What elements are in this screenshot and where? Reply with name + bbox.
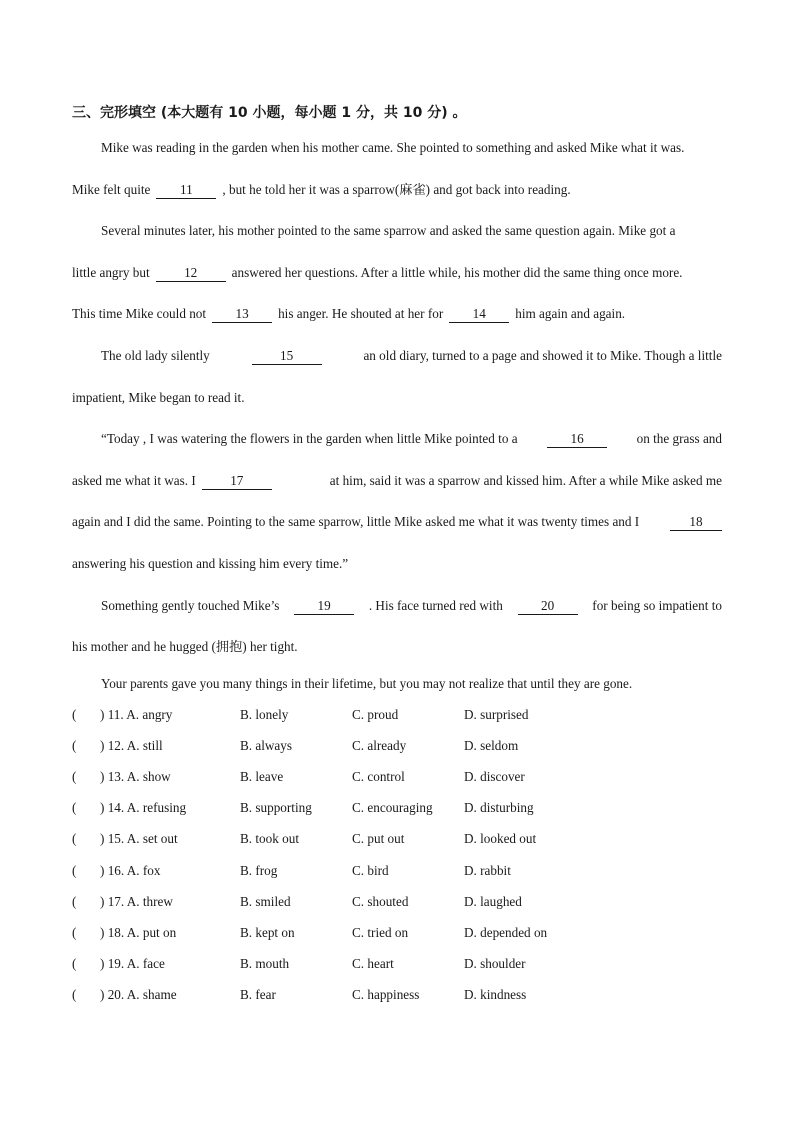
blank-14[interactable]: 14: [449, 306, 509, 323]
passage-text: Mike felt quite: [72, 182, 151, 197]
passage-line: [72, 512, 722, 532]
passage-line: [101, 138, 722, 158]
option-b[interactable]: B. lonely: [240, 707, 289, 722]
option-c[interactable]: C. heart: [352, 955, 394, 971]
passage-line: [72, 263, 722, 283]
option-b[interactable]: B. kept on: [240, 924, 295, 940]
answer-paren[interactable]: (: [72, 955, 77, 971]
option-c[interactable]: C. bird: [352, 862, 389, 878]
passage-line: [72, 304, 722, 324]
option-d[interactable]: D. looked out: [464, 831, 537, 847]
question-row: [72, 923, 632, 943]
passage-text: . His face turned red with: [368, 598, 503, 613]
option-d[interactable]: D. laughed: [464, 893, 522, 909]
passage-text: for being so impatient to: [592, 598, 722, 613]
option-a[interactable]: ) 17. A. threw: [100, 893, 173, 909]
option-d[interactable]: D. shoulder: [464, 955, 526, 971]
option-a[interactable]: ) 11. A. angry: [100, 707, 173, 722]
option-c[interactable]: C. proud: [352, 707, 399, 722]
blank-12[interactable]: 12: [156, 265, 226, 282]
passage-text: “Today , I was watering the flowers in the garden when little Mike pointed to a: [101, 431, 518, 446]
passage-line: [101, 221, 722, 241]
passage-text: answered her questions. After a little while, his mother did the same thing once more.: [231, 265, 683, 280]
blank-11[interactable]: 11: [156, 182, 216, 199]
option-c[interactable]: C. already: [352, 738, 407, 754]
option-d[interactable]: D. disturbing: [464, 800, 534, 816]
option-b[interactable]: B. smiled: [240, 893, 291, 909]
answer-paren[interactable]: (: [72, 769, 77, 785]
passage-text: him again and again.: [515, 306, 626, 321]
option-d[interactable]: D. discover: [464, 769, 525, 785]
question-row: [72, 954, 632, 974]
passage-text: his anger. He shouted at her for: [278, 306, 444, 321]
passage-text: Something gently touched Mike’s: [101, 598, 280, 613]
option-a[interactable]: ) 15. A. set out: [100, 831, 178, 847]
option-c[interactable]: C. encouraging: [352, 800, 433, 816]
option-b[interactable]: B. mouth: [240, 955, 290, 971]
passage-line: [101, 429, 722, 449]
passage-text: asked me what it was. I: [72, 473, 196, 488]
passage-line: [72, 554, 722, 574]
passage-line: [72, 471, 722, 491]
passage-line: [101, 596, 722, 616]
answer-paren[interactable]: (: [72, 924, 77, 940]
blank-19[interactable]: 19: [294, 598, 354, 615]
passage-line: [101, 346, 722, 366]
answer-paren[interactable]: (: [72, 862, 77, 878]
passage-text: at him, said it was a sparrow and kissed him. After a while Mike asked me: [329, 473, 722, 488]
passage-line: [72, 388, 722, 408]
passage-text: The old lady silently: [101, 348, 210, 363]
blank-17[interactable]: 17: [202, 473, 272, 490]
option-a[interactable]: ) 12. A. still: [100, 738, 163, 754]
passage-line: [72, 180, 722, 200]
question-row: [72, 798, 632, 818]
blank-18[interactable]: 18: [670, 514, 722, 531]
blank-20[interactable]: 20: [518, 598, 578, 615]
question-row: [72, 892, 632, 912]
answer-paren[interactable]: (: [72, 738, 77, 754]
option-a[interactable]: ) 16. A. fox: [100, 862, 161, 878]
option-d[interactable]: D. kindness: [464, 986, 527, 1002]
option-b[interactable]: B. took out: [240, 831, 299, 847]
answer-paren[interactable]: (: [72, 707, 77, 722]
question-row: [72, 985, 632, 1005]
passage-text: again and I did the same. Pointing to the same sparrow, little Mike asked me what it was twenty times and I: [72, 514, 640, 529]
blank-16[interactable]: 16: [547, 431, 607, 448]
passage-text: answering his question and kissing him every time.”: [72, 556, 349, 571]
passage-line: [101, 674, 722, 694]
option-c[interactable]: C. shouted: [352, 893, 409, 909]
passage-text: Your parents gave you many things in their lifetime, but you may not realize that until they are gone.: [101, 676, 633, 691]
option-a[interactable]: ) 20. A. shame: [100, 986, 177, 1002]
option-d[interactable]: D. surprised: [464, 707, 529, 722]
option-a[interactable]: ) 14. A. refusing: [100, 800, 187, 816]
blank-15[interactable]: 15: [252, 348, 322, 365]
question-row: [72, 705, 632, 725]
passage-text: Several minutes later, his mother pointed to the same sparrow and asked the same question again. Mike got a: [101, 223, 676, 238]
option-c[interactable]: C. control: [352, 769, 405, 785]
answer-paren[interactable]: (: [72, 986, 77, 1002]
option-a[interactable]: ) 18. A. put on: [100, 924, 177, 940]
passage-text: little angry but: [72, 265, 150, 280]
option-c[interactable]: C. tried on: [352, 924, 409, 940]
question-row: [72, 736, 632, 756]
passage-text: on the grass and: [636, 431, 722, 446]
option-b[interactable]: B. frog: [240, 862, 278, 878]
option-d[interactable]: D. depended on: [464, 924, 548, 940]
answer-paren[interactable]: (: [72, 893, 77, 909]
option-a[interactable]: ) 19. A. face: [100, 955, 165, 971]
question-row: [72, 767, 632, 787]
option-d[interactable]: D. seldom: [464, 738, 519, 754]
passage-text: , but he told her it was a sparrow(麻雀) and got back into reading.: [222, 182, 571, 197]
question-row: [72, 829, 632, 849]
answer-paren[interactable]: (: [72, 800, 77, 816]
option-d[interactable]: D. rabbit: [464, 862, 511, 878]
question-row: [72, 861, 632, 881]
option-c[interactable]: C. happiness: [352, 986, 420, 1002]
option-a[interactable]: ) 13. A. show: [100, 769, 171, 785]
passage-text: This time Mike could not: [72, 306, 207, 321]
passage-text: Mike was reading in the garden when his mother came. She pointed to something and asked Mike what it was.: [101, 140, 685, 155]
option-b[interactable]: B. fear: [240, 986, 276, 1002]
option-b[interactable]: B. always: [240, 738, 293, 754]
section-title: 三、完形填空 (本大题有 10 小题，每小题 1 分，共 10 分) 。: [72, 105, 467, 121]
passage-text: an old diary, turned to a page and showed it to Mike. Though a little: [363, 348, 722, 363]
passage-line: [72, 637, 722, 657]
option-b[interactable]: B. leave: [240, 769, 284, 785]
passage-text: impatient, Mike began to read it.: [72, 390, 245, 405]
option-c[interactable]: C. put out: [352, 831, 405, 847]
answer-paren[interactable]: (: [72, 831, 77, 847]
passage-text: his mother and he hugged (拥抱) her tight.: [72, 639, 298, 654]
option-b[interactable]: B. supporting: [240, 800, 312, 816]
blank-13[interactable]: 13: [212, 306, 272, 323]
